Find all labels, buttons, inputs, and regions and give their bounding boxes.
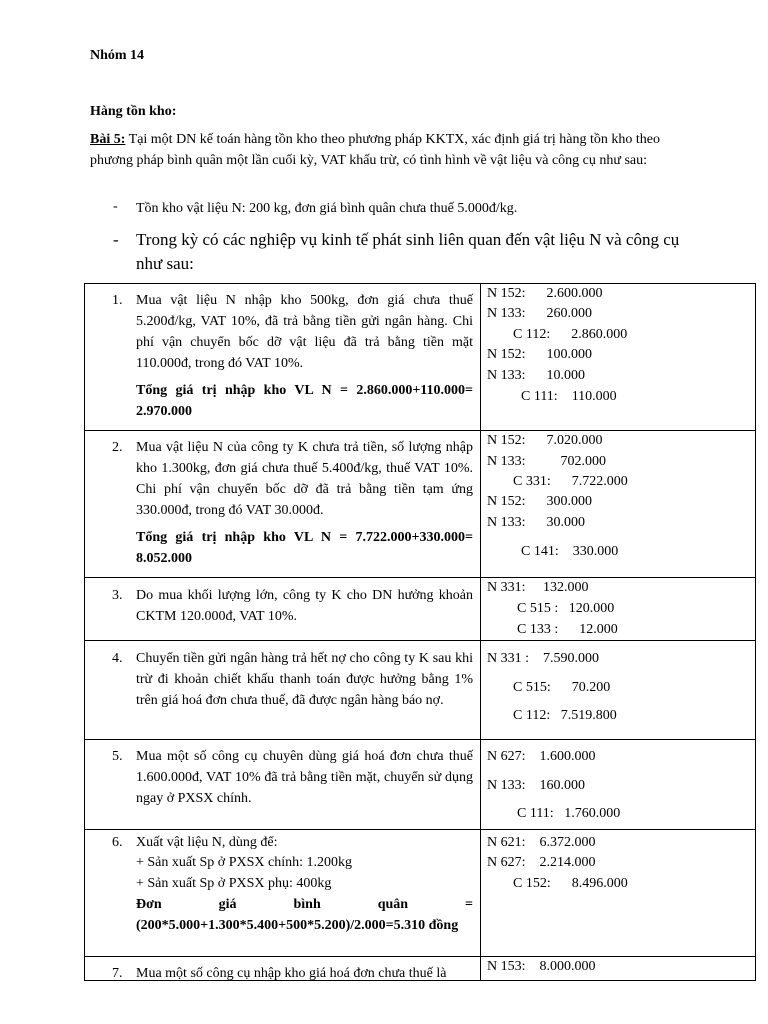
journal-entry: N 133: 10.000: [487, 368, 585, 383]
row-number: 1.: [112, 293, 123, 308]
journal-entry: N 331: 132.000: [487, 580, 589, 595]
exercise-label: Bài 5:: [90, 132, 126, 147]
journal-entry: N 627: 1.600.000: [487, 749, 596, 764]
row-divider: [84, 430, 756, 431]
row-total: Tổng giá trị nhập kho VL N = 2.860.000+110.000= 2.970.000: [136, 383, 473, 419]
row-number: 4.: [112, 651, 123, 666]
journal-entry: N 627: 2.214.000: [487, 855, 596, 870]
journal-entry: N 152: 100.000: [487, 347, 592, 362]
row-description: Chuyển tiền gửi ngân hàng trả hết nợ cho công ty K sau khi trừ đi khoản chiết khấu thanh toán được hưởng bằng 1% trên giá hoá đơn chưa thuế, đã được ngân hàng báo nợ.: [136, 651, 473, 708]
journal-entry: N 133: 160.000: [487, 778, 585, 793]
journal-entry: N 152: 2.600.000: [487, 286, 603, 301]
exercise-intro: [90, 129, 690, 171]
section-title: Hàng tồn kho:: [90, 104, 177, 119]
bullet-2: Trong kỳ có các nghiệp vụ kinh tế phát sinh liên quan đến vật liệu N và công cụ như sau:: [136, 230, 680, 273]
journal-entry: C 141: 330.000: [521, 544, 619, 559]
journal-entry: C 152: 8.496.000: [513, 876, 628, 891]
journal-entry: N 152: 300.000: [487, 494, 592, 509]
journal-entry: N 621: 6.372.000: [487, 835, 596, 850]
row-description: Do mua khối lượng lớn, công ty K cho DN hưởng khoản CKTM 120.000đ, VAT 10%.: [136, 588, 473, 624]
journal-entry: N 331 : 7.590.000: [487, 651, 599, 666]
bullet-dash: -: [113, 199, 118, 214]
row-number: 5.: [112, 749, 123, 764]
row-description-line: + Sản xuất Sp ở PXSX phụ: 400kg: [136, 876, 332, 891]
journal-entry: N 133: 702.000: [487, 454, 606, 469]
row-description: Mua một số công cụ chuyên dùng giá hoá đơn chưa thuế 1.600.000đ, VAT 10% đã trả bằng tiền mặt, chuyển sử dụng ngay ở PXSX chính.: [136, 749, 473, 806]
exercise-text: Tại một DN kế toán hàng tồn kho theo phương pháp KKTX, xác định giá trị hàng tồn kho theo phương pháp bình quân một lần cuối kỳ, VAT khấu trừ, có tình hình về vật liệu và công cụ như sau:: [90, 132, 660, 168]
row-number: 7.: [112, 966, 123, 981]
journal-entry: C 111: 1.760.000: [517, 806, 621, 821]
row-divider: [84, 577, 756, 578]
group-title: Nhóm 14: [90, 48, 145, 63]
journal-entry: N 152: 7.020.000: [487, 433, 603, 448]
row-divider: [84, 640, 756, 641]
row-number: 2.: [112, 440, 123, 455]
journal-entry: C 133 : 12.000: [517, 622, 618, 637]
journal-entry: C 112: 2.860.000: [513, 327, 628, 342]
journal-entry: N 133: 260.000: [487, 306, 592, 321]
row-divider: [84, 829, 756, 830]
bullet-dash: -: [113, 230, 119, 249]
row-divider: [84, 739, 756, 740]
journal-entry: C 515: 70.200: [513, 680, 611, 695]
row-divider: [84, 956, 756, 957]
row-description-line: + Sản xuất Sp ở PXSX chính: 1.200kg: [136, 855, 352, 870]
row-number: 3.: [112, 588, 123, 603]
journal-entry: N 133: 30.000: [487, 515, 585, 530]
bullet-1: Tồn kho vật liệu N: 200 kg, đơn giá bình quân chưa thuế 5.000đ/kg.: [136, 201, 518, 216]
row-number: 6.: [112, 835, 123, 850]
journal-entry: N 153: 8.000.000: [487, 959, 596, 974]
row-total: Đơn giá bình quân = (200*5.000+1.300*5.400+500*5.200)/2.000=5.310 đồng: [136, 897, 473, 933]
journal-entry: C 112: 7.519.800: [513, 708, 617, 723]
row-description: Mua vật liệu N của công ty K chưa trả tiền, số lượng nhập kho 1.300kg, đơn giá chưa thuế 5.400đ/kg, thuế VAT 10%. Chi phí vận chuyển bốc dỡ đã trả bằng tiền tạm ứng 330.000đ, trong đó VAT 30.000đ.: [136, 440, 473, 518]
row-description: Mua vật liệu N nhập kho 500kg, đơn giá chưa thuế 5.200đ/kg, VAT 10%, đã trả bằng tiền gửi ngân hàng. Chi phí vận chuyển bốc dỡ vật liệu đã trả bằng tiền mặt 110.000đ, trong đó VAT 10%.: [136, 293, 473, 371]
journal-entry: C 111: 110.000: [521, 389, 617, 404]
journal-entry: C 331: 7.722.000: [513, 474, 628, 489]
row-description: Mua một số công cụ nhập kho giá hoá đơn chưa thuế là: [136, 966, 447, 981]
row-total: Tổng giá trị nhập kho VL N = 7.722.000+330.000= 8.052.000: [136, 530, 473, 566]
journal-entry: C 515 : 120.000: [517, 601, 615, 616]
column-divider: [480, 283, 481, 981]
row-description-line: Xuất vật liệu N, dùng để:: [136, 835, 278, 850]
